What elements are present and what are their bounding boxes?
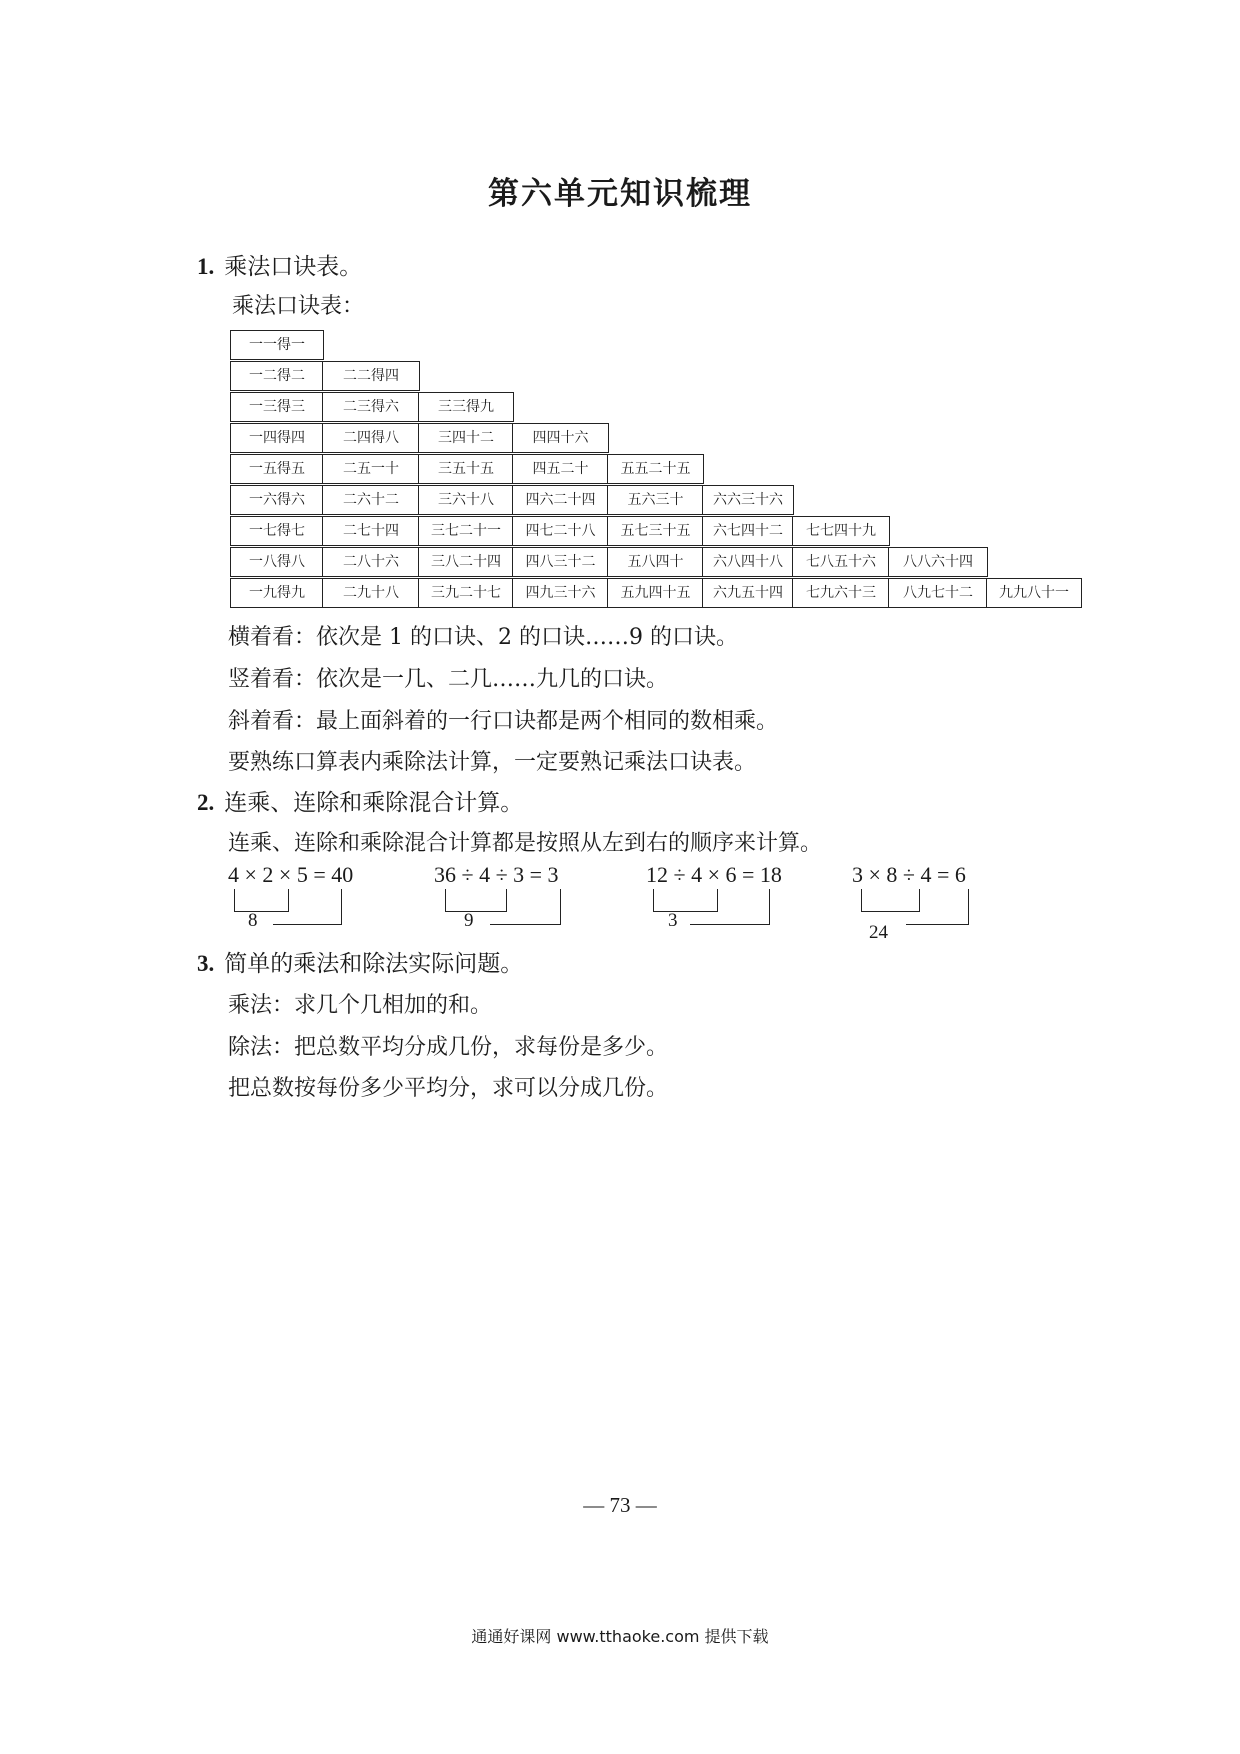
table-cell: 二八十六 — [322, 547, 420, 577]
example-2-expression: 36 ÷ 4 ÷ 3 = 3 — [434, 862, 559, 887]
table-cell: 六七四十二 — [702, 516, 794, 546]
example-3-connector — [769, 889, 770, 925]
multiplication-table — [230, 330, 1080, 610]
table-cell: 五七三十五 — [607, 516, 704, 546]
table-cell: 三八二十四 — [418, 547, 514, 577]
footer-credit: 通通好课网 www.tthaoke.com 提供下载 — [471, 1627, 769, 1646]
note-practice: 要熟练口算表内乘除法计算，一定要熟记乘法口诀表。 — [228, 750, 757, 775]
example-2-bracket — [445, 889, 507, 912]
example-1-connector — [341, 889, 342, 925]
section-2-title: 连乘、连除和乘除混合计算。 — [224, 790, 524, 816]
page-number: — 73 — — [583, 1493, 657, 1517]
table-cell: 七八五十六 — [792, 547, 890, 577]
table-cell: 四八三十二 — [512, 547, 609, 577]
table-cell: 五六三十 — [607, 485, 704, 515]
example-2-result: 9 — [464, 910, 474, 931]
section-3-heading — [197, 945, 523, 978]
table-cell: 四六二十四 — [512, 485, 609, 515]
section-1-title: 乘法口诀表。 — [224, 254, 363, 280]
table-cell: 一九得九 — [230, 578, 324, 608]
note-diagonal: 斜着看：最上面斜着的一行口诀都是两个相同的数相乘。 — [228, 709, 779, 734]
table-cell: 三三得九 — [418, 392, 514, 422]
table-cell: 一六得六 — [230, 485, 324, 515]
table-cell: 三六十八 — [418, 485, 514, 515]
example-3-line — [690, 924, 770, 925]
example-4-bracket — [861, 889, 920, 912]
table-cell: 八九七十二 — [888, 578, 988, 608]
table-cell: 七九六十三 — [792, 578, 890, 608]
section-2-heading — [197, 784, 523, 817]
table-cell: 四九三十六 — [512, 578, 609, 608]
note-horizontal: 横着看：依次是 1 的口诀、2 的口诀……9 的口诀。 — [228, 625, 738, 650]
table-cell: 一一得一 — [230, 330, 324, 360]
example-1-bracket — [234, 889, 289, 912]
table-cell: 五五二十五 — [607, 454, 704, 484]
section-3-number: 3. — [197, 951, 215, 976]
table-cell: 一二得二 — [230, 361, 324, 391]
example-4-line — [906, 924, 969, 925]
section-2-number: 2. — [197, 790, 215, 815]
table-cell: 三四十二 — [418, 423, 514, 453]
table-cell: 二四得八 — [322, 423, 420, 453]
example-1-expression: 4 × 2 × 5 = 40 — [228, 862, 354, 887]
table-cell: 二九十八 — [322, 578, 420, 608]
table-cell: 二二得四 — [322, 361, 420, 391]
table-cell: 一七得七 — [230, 516, 324, 546]
table-cell: 六六三十六 — [702, 485, 794, 515]
example-3-expression: 12 ÷ 4 × 6 = 18 — [646, 862, 782, 887]
table-cell: 二五一十 — [322, 454, 420, 484]
example-3-bracket — [653, 889, 718, 912]
multiplication-definition: 乘法：求几个几相加的和。 — [228, 993, 493, 1018]
table-caption: 乘法口诀表： — [232, 294, 365, 319]
table-cell: 七七四十九 — [792, 516, 890, 546]
example-3-result: 3 — [668, 910, 678, 931]
table-cell: 一四得四 — [230, 423, 324, 453]
example-2-connector — [560, 889, 561, 925]
note-vertical: 竖着看：依次是一几、二几……九几的口诀。 — [228, 667, 669, 692]
example-4-connector — [968, 889, 969, 925]
section-1-heading — [197, 248, 362, 281]
table-cell: 二三得六 — [322, 392, 420, 422]
table-cell: 一三得三 — [230, 392, 324, 422]
table-cell: 五八四十 — [607, 547, 704, 577]
table-cell: 一五得五 — [230, 454, 324, 484]
example-4-result: 24 — [869, 922, 888, 943]
example-4-expression: 3 × 8 ÷ 4 = 6 — [852, 862, 966, 887]
example-1-result: 8 — [248, 910, 258, 931]
table-cell: 三五十五 — [418, 454, 514, 484]
section-3-title: 简单的乘法和除法实际问题。 — [224, 951, 524, 977]
table-cell: 五九四十五 — [607, 578, 704, 608]
table-cell: 四五二十 — [512, 454, 609, 484]
division-definition-2: 把总数按每份多少平均分，求可以分成几份。 — [228, 1076, 669, 1101]
table-cell: 三七二十一 — [418, 516, 514, 546]
example-1-line — [273, 924, 342, 925]
section-2-rule: 连乘、连除和乘除混合计算都是按照从左到右的顺序来计算。 — [228, 831, 823, 856]
page-title: 第六单元知识梳理 — [488, 176, 752, 212]
table-cell: 三九二十七 — [418, 578, 514, 608]
table-cell: 六九五十四 — [702, 578, 794, 608]
table-cell: 一八得八 — [230, 547, 324, 577]
table-cell: 八八六十四 — [888, 547, 988, 577]
example-2-line — [490, 924, 561, 925]
table-cell: 六八四十八 — [702, 547, 794, 577]
table-cell: 四四十六 — [512, 423, 609, 453]
table-cell: 二六十二 — [322, 485, 420, 515]
table-cell: 二七十四 — [322, 516, 420, 546]
division-definition-1: 除法：把总数平均分成几份，求每份是多少。 — [228, 1035, 669, 1060]
table-cell: 九九八十一 — [986, 578, 1082, 608]
table-cell: 四七二十八 — [512, 516, 609, 546]
section-1-number: 1. — [197, 254, 215, 279]
